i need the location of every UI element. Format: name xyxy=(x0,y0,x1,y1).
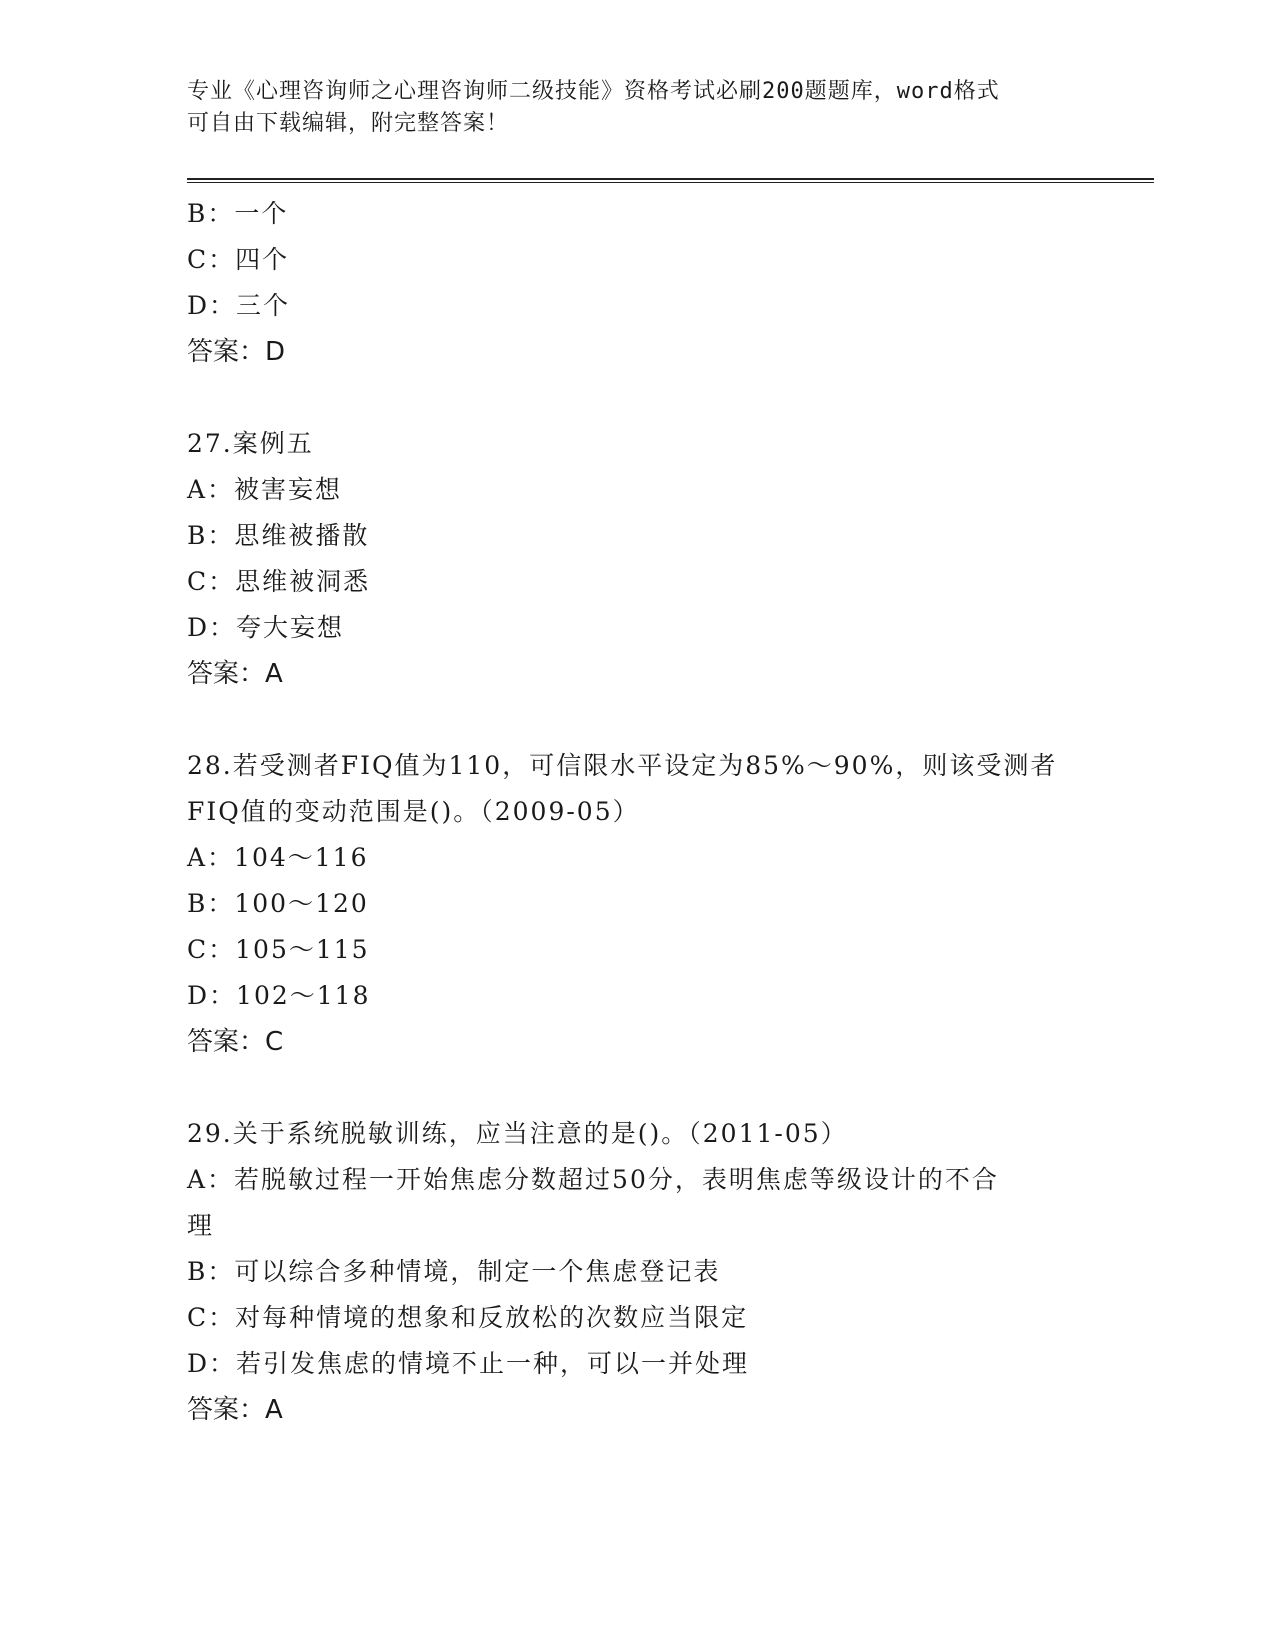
question-stem: 27.案例五 xyxy=(187,429,314,458)
option-c: C：思维被洞悉 xyxy=(187,567,371,596)
answer-line: 答案：C xyxy=(187,1027,284,1057)
option-d: D：102～118 xyxy=(187,981,371,1010)
answer-line: 答案：D xyxy=(187,337,286,367)
option-c: C：105～115 xyxy=(187,935,370,964)
option-b: B：思维被播散 xyxy=(187,521,370,550)
answer-line: 答案：A xyxy=(187,1395,283,1425)
option-b: B：一个 xyxy=(187,199,289,228)
question-stem-line-2: FIQ值的变动范围是()。（2009-05） xyxy=(187,797,640,826)
option-c: C：四个 xyxy=(187,245,290,274)
question-stem-line-1: 28.若受测者FIQ值为110，可信限水平设定为85%～90%，则该受测者 xyxy=(187,751,1058,780)
header-line-2: 可自由下载编辑，附完整答案！ xyxy=(187,111,510,136)
option-a-line-1: A：若脱敏过程一开始焦虑分数超过50分，表明焦虑等级设计的不合 xyxy=(187,1165,999,1194)
question-27 xyxy=(187,421,1087,697)
option-b: B：可以综合多种情境，制定一个焦虑登记表 xyxy=(187,1257,721,1286)
option-a-line-2: 理 xyxy=(187,1211,215,1240)
question-28 xyxy=(187,743,1087,1065)
question-26-continued xyxy=(187,191,1087,375)
option-c: C：对每种情境的想象和反放松的次数应当限定 xyxy=(187,1303,749,1332)
option-a: A：104～116 xyxy=(187,843,369,872)
option-d: D：夸大妄想 xyxy=(187,613,345,642)
page-header xyxy=(187,76,1067,140)
option-a: A：被害妄想 xyxy=(187,475,343,504)
question-stem: 29.关于系统脱敏训练，应当注意的是()。（2011-05） xyxy=(187,1119,848,1148)
option-d: D：若引发焦虑的情境不止一种，可以一并处理 xyxy=(187,1349,750,1378)
question-29 xyxy=(187,1111,1087,1433)
option-d: D：三个 xyxy=(187,291,291,320)
header-line-1: 专业《心理咨询师之心理咨询师二级技能》资格考试必刷200题题库，word格式 xyxy=(187,79,1000,104)
document-body xyxy=(187,191,1087,1433)
option-b: B：100～120 xyxy=(187,889,369,918)
answer-line: 答案：A xyxy=(187,659,283,689)
header-divider xyxy=(187,178,1154,183)
